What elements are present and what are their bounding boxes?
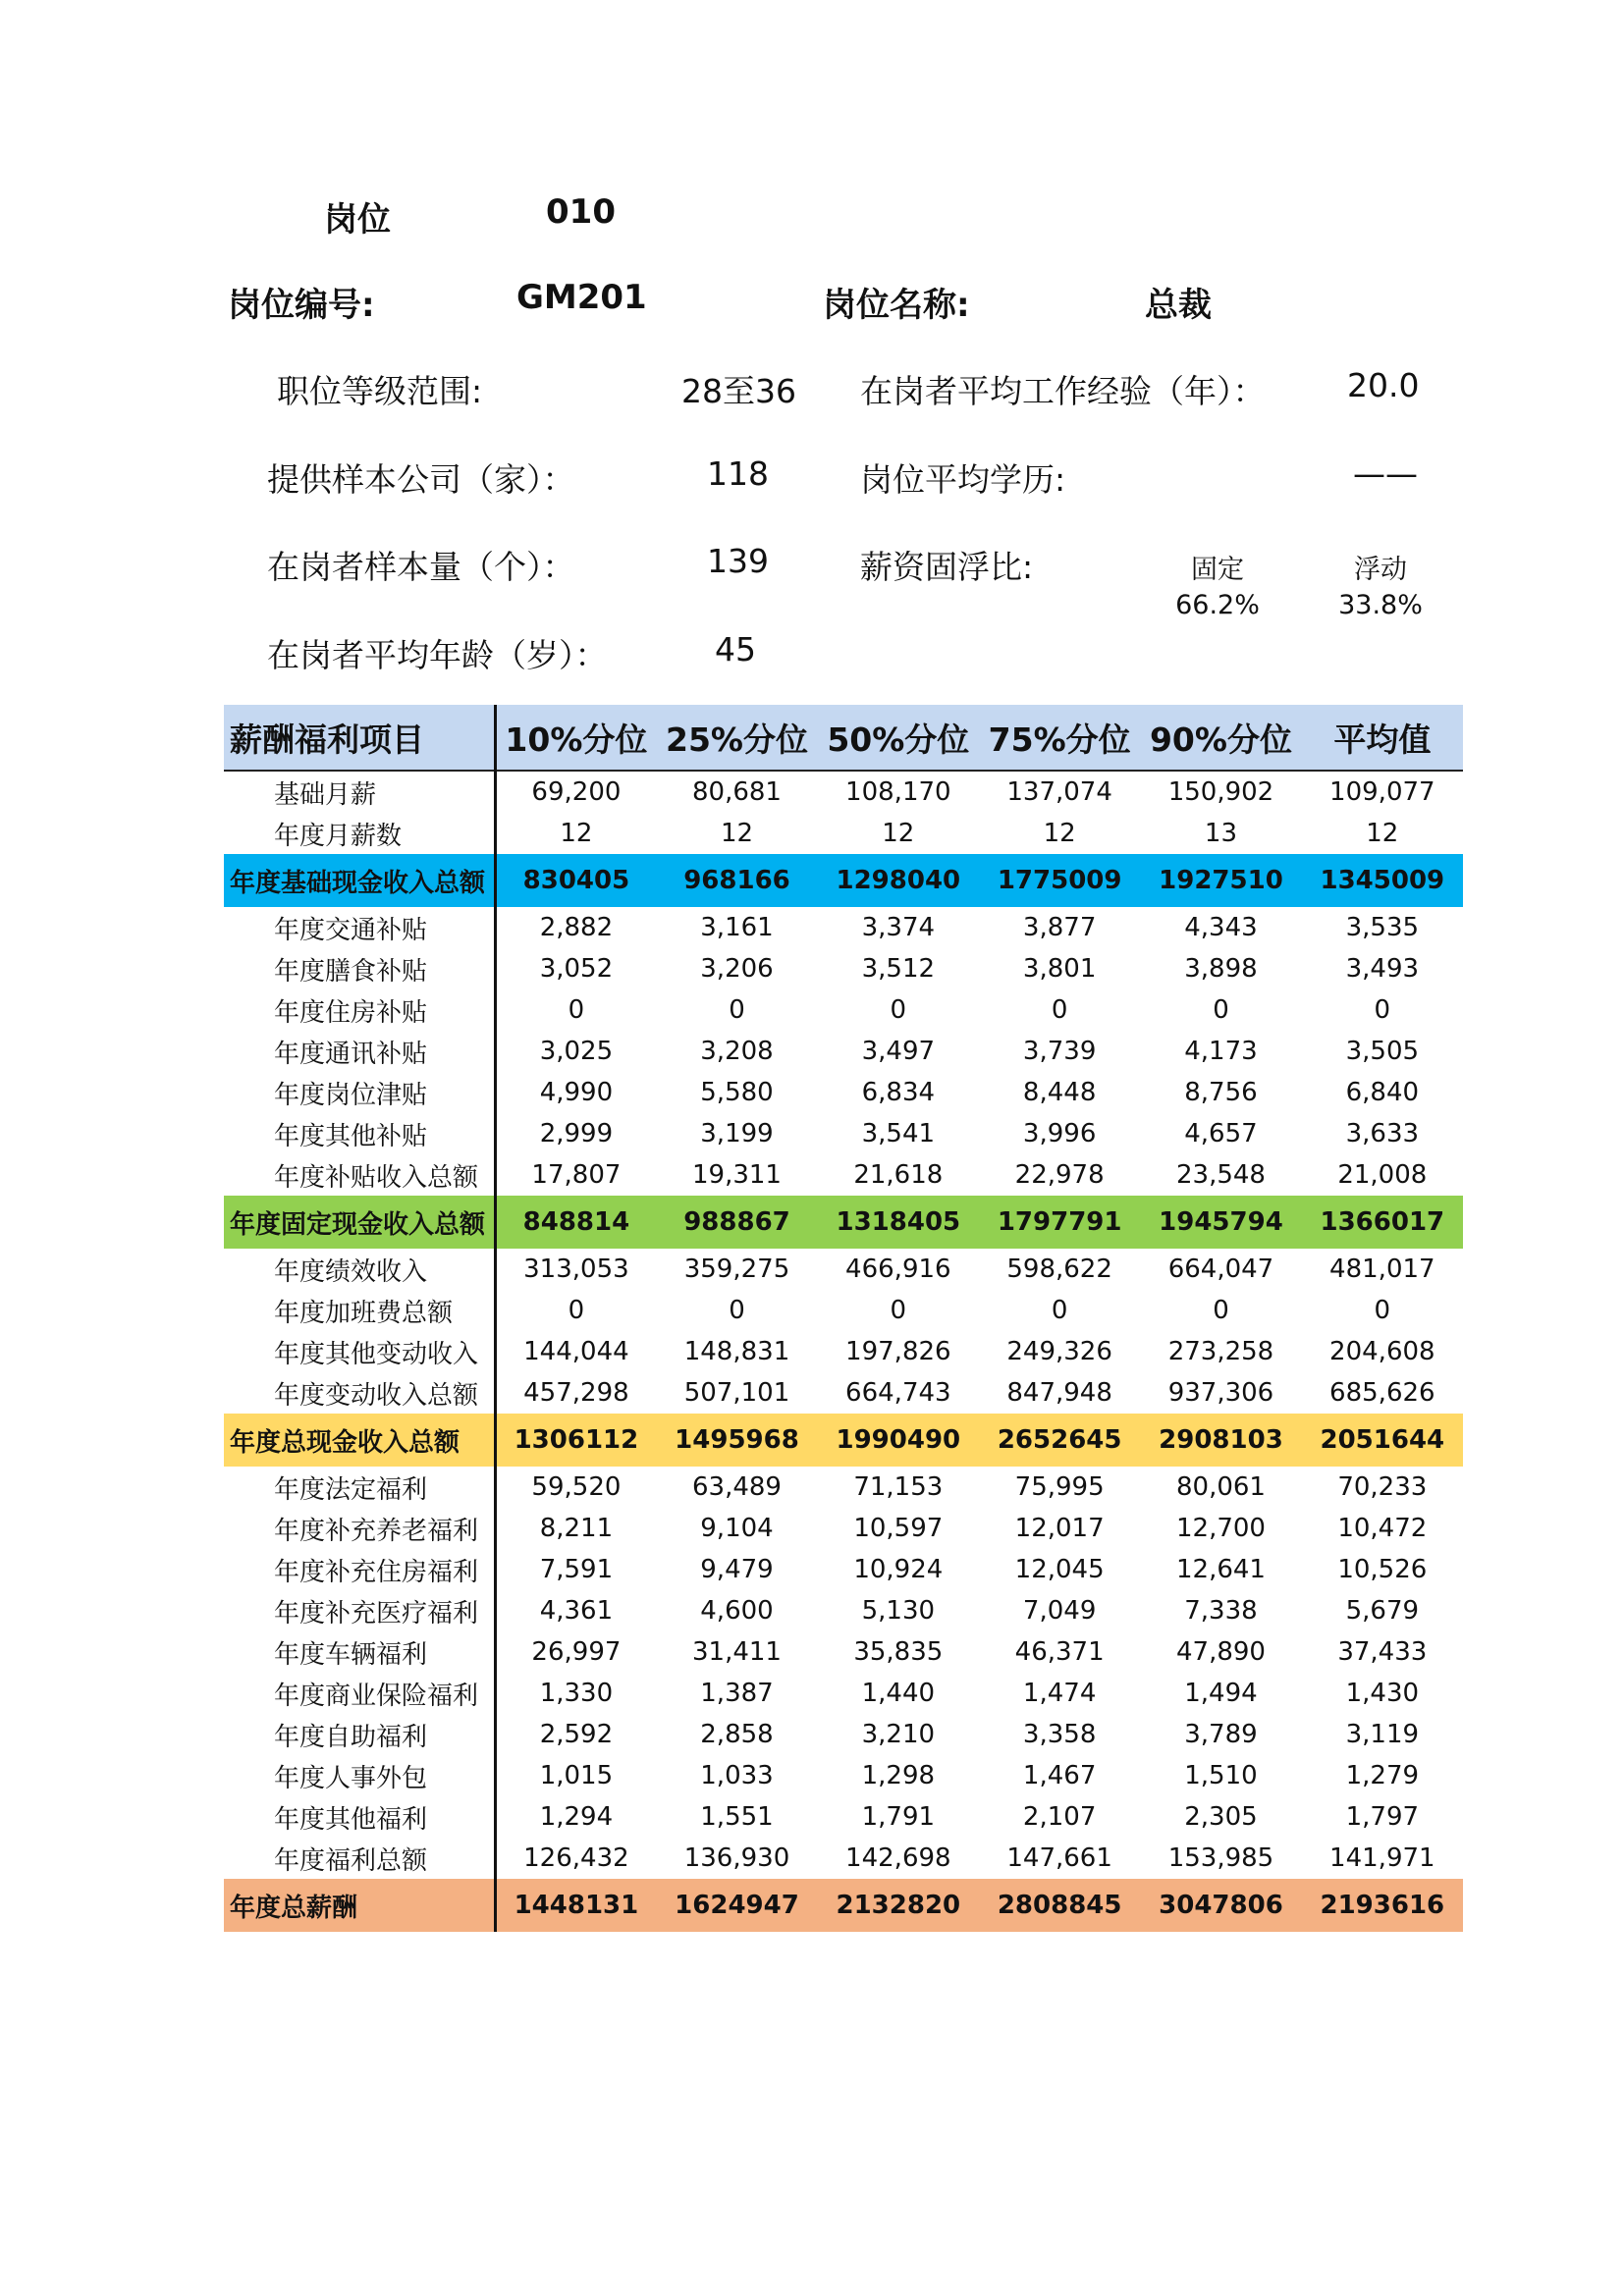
cell-value: 37,433 xyxy=(1337,1637,1428,1667)
row-label: 年度自助福利 xyxy=(224,1714,495,1755)
row-label: 年度补贴收入总额 xyxy=(224,1154,495,1196)
cell-value: 2132820 xyxy=(818,1879,979,1932)
cell-value: 1,467 xyxy=(1022,1761,1097,1790)
cell-value: 1318405 xyxy=(818,1196,979,1249)
cell-value: 466,916 xyxy=(845,1255,951,1284)
cell-value: 4,657 xyxy=(1184,1119,1258,1148)
table-row xyxy=(224,1549,1463,1590)
cell-value: 12 xyxy=(560,819,593,848)
grade-range-value: 28至36 xyxy=(681,372,796,410)
total-row xyxy=(224,1414,1463,1467)
cell-value: 1,330 xyxy=(539,1679,614,1708)
cell-value: 2,858 xyxy=(700,1720,774,1749)
cell-value: 1945794 xyxy=(1140,1196,1301,1249)
table-row xyxy=(224,1372,1463,1414)
cell-value: 12,641 xyxy=(1175,1555,1266,1584)
cell-value: 1,791 xyxy=(861,1802,936,1832)
cell-value: 8,211 xyxy=(539,1514,614,1543)
column-header: 50%分位 xyxy=(818,705,979,771)
cell-value: 69,200 xyxy=(531,777,622,807)
cell-value: 2808845 xyxy=(979,1879,1140,1932)
cell-value: 2,882 xyxy=(539,913,614,942)
position-label: 岗位 xyxy=(324,200,391,240)
cell-value: 968166 xyxy=(656,854,817,907)
cell-value: 0 xyxy=(1213,1296,1229,1325)
row-label: 年度通讯补贴 xyxy=(224,1031,495,1072)
avg-age-value: 45 xyxy=(715,630,756,668)
row-label: 年度绩效收入 xyxy=(224,1249,495,1290)
cell-value: 4,361 xyxy=(539,1596,614,1626)
row-label: 年度其他补贴 xyxy=(224,1113,495,1154)
table-row xyxy=(224,1031,1463,1072)
cell-value: 0 xyxy=(729,1296,745,1325)
cell-value: 3,801 xyxy=(1022,954,1097,984)
fixed-ratio-value: 66.2% xyxy=(1175,590,1260,620)
cell-value: 197,826 xyxy=(845,1337,951,1366)
row-label: 年度基础现金收入总额 xyxy=(224,854,495,907)
row-label: 年度福利总额 xyxy=(224,1838,495,1879)
column-header: 25%分位 xyxy=(656,705,817,771)
cell-value: 664,743 xyxy=(845,1378,951,1408)
cell-value: 75,995 xyxy=(1014,1472,1105,1502)
cell-value: 23,548 xyxy=(1175,1160,1266,1190)
cell-value: 3,374 xyxy=(861,913,936,942)
cell-value: 71,153 xyxy=(853,1472,944,1502)
cell-value: 1,494 xyxy=(1184,1679,1258,1708)
cell-value: 1,797 xyxy=(1345,1802,1420,1832)
cell-value: 1990490 xyxy=(818,1414,979,1467)
cell-value: 0 xyxy=(1374,1296,1391,1325)
cell-value: 63,489 xyxy=(692,1472,782,1502)
cell-value: 3,505 xyxy=(1345,1037,1420,1066)
cell-value: 0 xyxy=(729,995,745,1025)
cell-value: 3,358 xyxy=(1022,1720,1097,1749)
cell-value: 937,306 xyxy=(1167,1378,1274,1408)
cell-value: 830405 xyxy=(495,854,656,907)
column-header: 薪酬福利项目 xyxy=(224,705,495,771)
cell-value: 1448131 xyxy=(495,1879,656,1932)
row-label: 年度总现金收入总额 xyxy=(224,1414,495,1467)
cell-value: 1306112 xyxy=(495,1414,656,1467)
cell-value: 273,258 xyxy=(1167,1337,1274,1366)
cell-value: 7,049 xyxy=(1022,1596,1097,1626)
fixed-label: 固定 xyxy=(1191,555,1244,585)
cell-value: 3,739 xyxy=(1022,1037,1097,1066)
cell-value: 19,311 xyxy=(692,1160,782,1190)
total-row xyxy=(224,1879,1463,1932)
compensation-table xyxy=(224,705,1463,1932)
cell-value: 12 xyxy=(882,819,915,848)
cell-value: 31,411 xyxy=(692,1637,782,1667)
avg-experience-label: 在岗者平均工作经验（年）： xyxy=(860,372,1266,410)
row-label: 年度固定现金收入总额 xyxy=(224,1196,495,1249)
cell-value: 457,298 xyxy=(523,1378,629,1408)
cell-value: 0 xyxy=(568,1296,585,1325)
cell-value: 2051644 xyxy=(1302,1414,1463,1467)
cell-value: 5,130 xyxy=(861,1596,936,1626)
row-label: 年度加班费总额 xyxy=(224,1290,495,1331)
cell-value: 108,170 xyxy=(845,777,951,807)
cell-value: 3,512 xyxy=(861,954,936,984)
cell-value: 22,978 xyxy=(1014,1160,1105,1190)
cell-value: 0 xyxy=(1051,995,1068,1025)
cell-value: 10,597 xyxy=(853,1514,944,1543)
cell-value: 0 xyxy=(1051,1296,1068,1325)
floating-label: 浮动 xyxy=(1354,555,1407,585)
cell-value: 21,618 xyxy=(853,1160,944,1190)
cell-value: 204,608 xyxy=(1329,1337,1435,1366)
cell-value: 1366017 xyxy=(1302,1196,1463,1249)
cell-value: 153,985 xyxy=(1167,1843,1274,1873)
cell-value: 2,999 xyxy=(539,1119,614,1148)
cell-value: 3,877 xyxy=(1022,913,1097,942)
cell-value: 5,679 xyxy=(1345,1596,1420,1626)
table-row xyxy=(224,1838,1463,1879)
cell-value: 148,831 xyxy=(683,1337,790,1366)
cell-value: 12 xyxy=(1366,819,1399,848)
cell-value: 3,199 xyxy=(700,1119,774,1148)
column-header: 75%分位 xyxy=(979,705,1140,771)
row-label: 年度商业保险福利 xyxy=(224,1673,495,1714)
cell-value: 1,279 xyxy=(1345,1761,1420,1790)
cell-value: 1624947 xyxy=(656,1879,817,1932)
cell-value: 3047806 xyxy=(1140,1879,1301,1932)
table-row xyxy=(224,989,1463,1031)
cell-value: 598,622 xyxy=(1006,1255,1112,1284)
column-header: 平均值 xyxy=(1302,705,1463,771)
cell-value: 3,497 xyxy=(861,1037,936,1066)
row-label: 年度补充住房福利 xyxy=(224,1549,495,1590)
cell-value: 0 xyxy=(568,995,585,1025)
cell-value: 10,526 xyxy=(1337,1555,1428,1584)
cell-value: 10,924 xyxy=(853,1555,944,1584)
cell-value: 1775009 xyxy=(979,854,1140,907)
cell-value: 142,698 xyxy=(845,1843,951,1873)
cell-value: 6,840 xyxy=(1345,1078,1420,1107)
cell-value: 2,107 xyxy=(1022,1802,1097,1832)
cell-value: 136,930 xyxy=(683,1843,790,1873)
cell-value: 2652645 xyxy=(979,1414,1140,1467)
cell-value: 150,902 xyxy=(1167,777,1274,807)
cell-value: 80,681 xyxy=(692,777,782,807)
floating-ratio-value: 33.8% xyxy=(1338,590,1423,620)
cell-value: 2908103 xyxy=(1140,1414,1301,1467)
cell-value: 8,756 xyxy=(1184,1078,1258,1107)
cell-value: 1345009 xyxy=(1302,854,1463,907)
cell-value: 141,971 xyxy=(1329,1843,1435,1873)
table-row xyxy=(224,1755,1463,1796)
cell-value: 3,161 xyxy=(700,913,774,942)
row-label: 年度膳食补贴 xyxy=(224,948,495,989)
cell-value: 17,807 xyxy=(531,1160,622,1190)
cell-value: 0 xyxy=(890,1296,907,1325)
cell-value: 35,835 xyxy=(853,1637,944,1667)
cell-value: 10,472 xyxy=(1337,1514,1428,1543)
table-row xyxy=(224,1467,1463,1508)
row-label: 年度交通补贴 xyxy=(224,907,495,948)
cell-value: 1797791 xyxy=(979,1196,1140,1249)
column-header: 90%分位 xyxy=(1140,705,1301,771)
cell-value: 12 xyxy=(720,819,754,848)
cell-value: 3,541 xyxy=(861,1119,936,1148)
cell-value: 4,173 xyxy=(1184,1037,1258,1066)
cell-value: 3,119 xyxy=(1345,1720,1420,1749)
cell-value: 137,074 xyxy=(1006,777,1112,807)
grade-range-label: 职位等级范围: xyxy=(277,372,483,410)
cell-value: 4,600 xyxy=(700,1596,774,1626)
cell-value: 7,338 xyxy=(1184,1596,1258,1626)
cell-value: 3,025 xyxy=(539,1037,614,1066)
cell-value: 12,700 xyxy=(1175,1514,1266,1543)
sample-size-label: 在岗者样本量（个）： xyxy=(267,548,575,586)
table-row xyxy=(224,1714,1463,1755)
pay-ratio-label: 薪资固浮比: xyxy=(860,548,1034,586)
cell-value: 249,326 xyxy=(1006,1337,1112,1366)
row-label: 年度其他变动收入 xyxy=(224,1331,495,1372)
row-label: 年度变动收入总额 xyxy=(224,1372,495,1414)
row-label: 年度人事外包 xyxy=(224,1755,495,1796)
table-row xyxy=(224,1331,1463,1372)
cell-value: 2,305 xyxy=(1184,1802,1258,1832)
cell-value: 1495968 xyxy=(656,1414,817,1467)
table-row xyxy=(224,907,1463,948)
cell-value: 2193616 xyxy=(1302,1879,1463,1932)
table-row xyxy=(224,1154,1463,1196)
cell-value: 144,044 xyxy=(523,1337,629,1366)
total-row xyxy=(224,854,1463,907)
sample-companies-label: 提供样本公司（家）： xyxy=(267,460,575,499)
cell-value: 1,033 xyxy=(700,1761,774,1790)
row-label: 年度其他福利 xyxy=(224,1796,495,1838)
cell-value: 0 xyxy=(1374,995,1391,1025)
cell-value: 664,047 xyxy=(1167,1255,1274,1284)
cell-value: 1,294 xyxy=(539,1802,614,1832)
row-label: 年度总薪酬 xyxy=(224,1879,495,1932)
cell-value: 1,440 xyxy=(861,1679,936,1708)
cell-value: 1927510 xyxy=(1140,854,1301,907)
cell-value: 12,017 xyxy=(1014,1514,1105,1543)
cell-value: 3,206 xyxy=(700,954,774,984)
cell-value: 481,017 xyxy=(1329,1255,1435,1284)
table-row xyxy=(224,1249,1463,1290)
cell-value: 147,661 xyxy=(1006,1843,1112,1873)
cell-value: 2,592 xyxy=(539,1720,614,1749)
cell-value: 6,834 xyxy=(861,1078,936,1107)
cell-value: 1,551 xyxy=(700,1802,774,1832)
cell-value: 847,948 xyxy=(1006,1378,1112,1408)
cell-value: 3,208 xyxy=(700,1037,774,1066)
cell-value: 126,432 xyxy=(523,1843,629,1873)
cell-value: 12 xyxy=(1043,819,1076,848)
row-label: 年度车辆福利 xyxy=(224,1631,495,1673)
table-body xyxy=(224,771,1463,1932)
cell-value: 3,996 xyxy=(1022,1119,1097,1148)
cell-value: 313,053 xyxy=(523,1255,629,1284)
row-label: 基础月薪 xyxy=(224,771,495,813)
cell-value: 9,104 xyxy=(700,1514,774,1543)
cell-value: 3,633 xyxy=(1345,1119,1420,1148)
row-label: 年度岗位津贴 xyxy=(224,1072,495,1113)
cell-value: 0 xyxy=(1213,995,1229,1025)
position-code-value: GM201 xyxy=(516,278,647,317)
table-row xyxy=(224,771,1463,813)
cell-value: 59,520 xyxy=(531,1472,622,1502)
table-row xyxy=(224,1590,1463,1631)
position-value: 010 xyxy=(546,192,616,232)
cell-value: 3,789 xyxy=(1184,1720,1258,1749)
cell-value: 46,371 xyxy=(1014,1637,1105,1667)
row-label: 年度法定福利 xyxy=(224,1467,495,1508)
column-header: 10%分位 xyxy=(495,705,656,771)
table-row xyxy=(224,1072,1463,1113)
table-header-row xyxy=(224,705,1463,771)
table-row xyxy=(224,1113,1463,1154)
cell-value: 21,008 xyxy=(1337,1160,1428,1190)
cell-value: 70,233 xyxy=(1337,1472,1428,1502)
cell-value: 3,493 xyxy=(1345,954,1420,984)
cell-value: 1,015 xyxy=(539,1761,614,1790)
cell-value: 3,535 xyxy=(1345,913,1420,942)
cell-value: 507,101 xyxy=(683,1378,790,1408)
table-row xyxy=(224,1796,1463,1838)
cell-value: 13 xyxy=(1204,819,1238,848)
row-label: 年度住房补贴 xyxy=(224,989,495,1031)
cell-value: 0 xyxy=(890,995,907,1025)
cell-value: 8,448 xyxy=(1022,1078,1097,1107)
row-label: 年度补充养老福利 xyxy=(224,1508,495,1549)
cell-value: 1,430 xyxy=(1345,1679,1420,1708)
table-row xyxy=(224,813,1463,854)
cell-value: 1,298 xyxy=(861,1761,936,1790)
total-row xyxy=(224,1196,1463,1249)
cell-value: 1,510 xyxy=(1184,1761,1258,1790)
cell-value: 1,474 xyxy=(1022,1679,1097,1708)
cell-value: 9,479 xyxy=(700,1555,774,1584)
avg-age-label: 在岗者平均年龄（岁）： xyxy=(267,636,608,674)
row-label: 年度月薪数 xyxy=(224,813,495,854)
cell-value: 3,210 xyxy=(861,1720,936,1749)
cell-value: 80,061 xyxy=(1175,1472,1266,1502)
table-row xyxy=(224,1631,1463,1673)
cell-value: 26,997 xyxy=(531,1637,622,1667)
cell-value: 1,387 xyxy=(700,1679,774,1708)
cell-value: 848814 xyxy=(495,1196,656,1249)
cell-value: 4,343 xyxy=(1184,913,1258,942)
cell-value: 3,052 xyxy=(539,954,614,984)
cell-value: 5,580 xyxy=(700,1078,774,1107)
cell-value: 1298040 xyxy=(818,854,979,907)
avg-experience-value: 20.0 xyxy=(1347,366,1420,404)
avg-education-label: 岗位平均学历: xyxy=(860,460,1066,499)
cell-value: 12,045 xyxy=(1014,1555,1105,1584)
avg-education-value: —— xyxy=(1353,454,1418,493)
cell-value: 685,626 xyxy=(1329,1378,1435,1408)
sample-companies-value: 118 xyxy=(707,454,769,493)
table-row xyxy=(224,1290,1463,1331)
sample-size-value: 139 xyxy=(707,542,769,580)
table-row xyxy=(224,1673,1463,1714)
cell-value: 4,990 xyxy=(539,1078,614,1107)
cell-value: 3,898 xyxy=(1184,954,1258,984)
table-row xyxy=(224,1508,1463,1549)
cell-value: 47,890 xyxy=(1175,1637,1266,1667)
cell-value: 988867 xyxy=(656,1196,817,1249)
table-row xyxy=(224,948,1463,989)
cell-value: 7,591 xyxy=(539,1555,614,1584)
row-label: 年度补充医疗福利 xyxy=(224,1590,495,1631)
position-name-value: 总裁 xyxy=(1145,286,1212,325)
position-code-label: 岗位编号: xyxy=(228,286,375,325)
position-name-label: 岗位名称: xyxy=(823,286,970,325)
cell-value: 359,275 xyxy=(683,1255,790,1284)
cell-value: 109,077 xyxy=(1329,777,1435,807)
